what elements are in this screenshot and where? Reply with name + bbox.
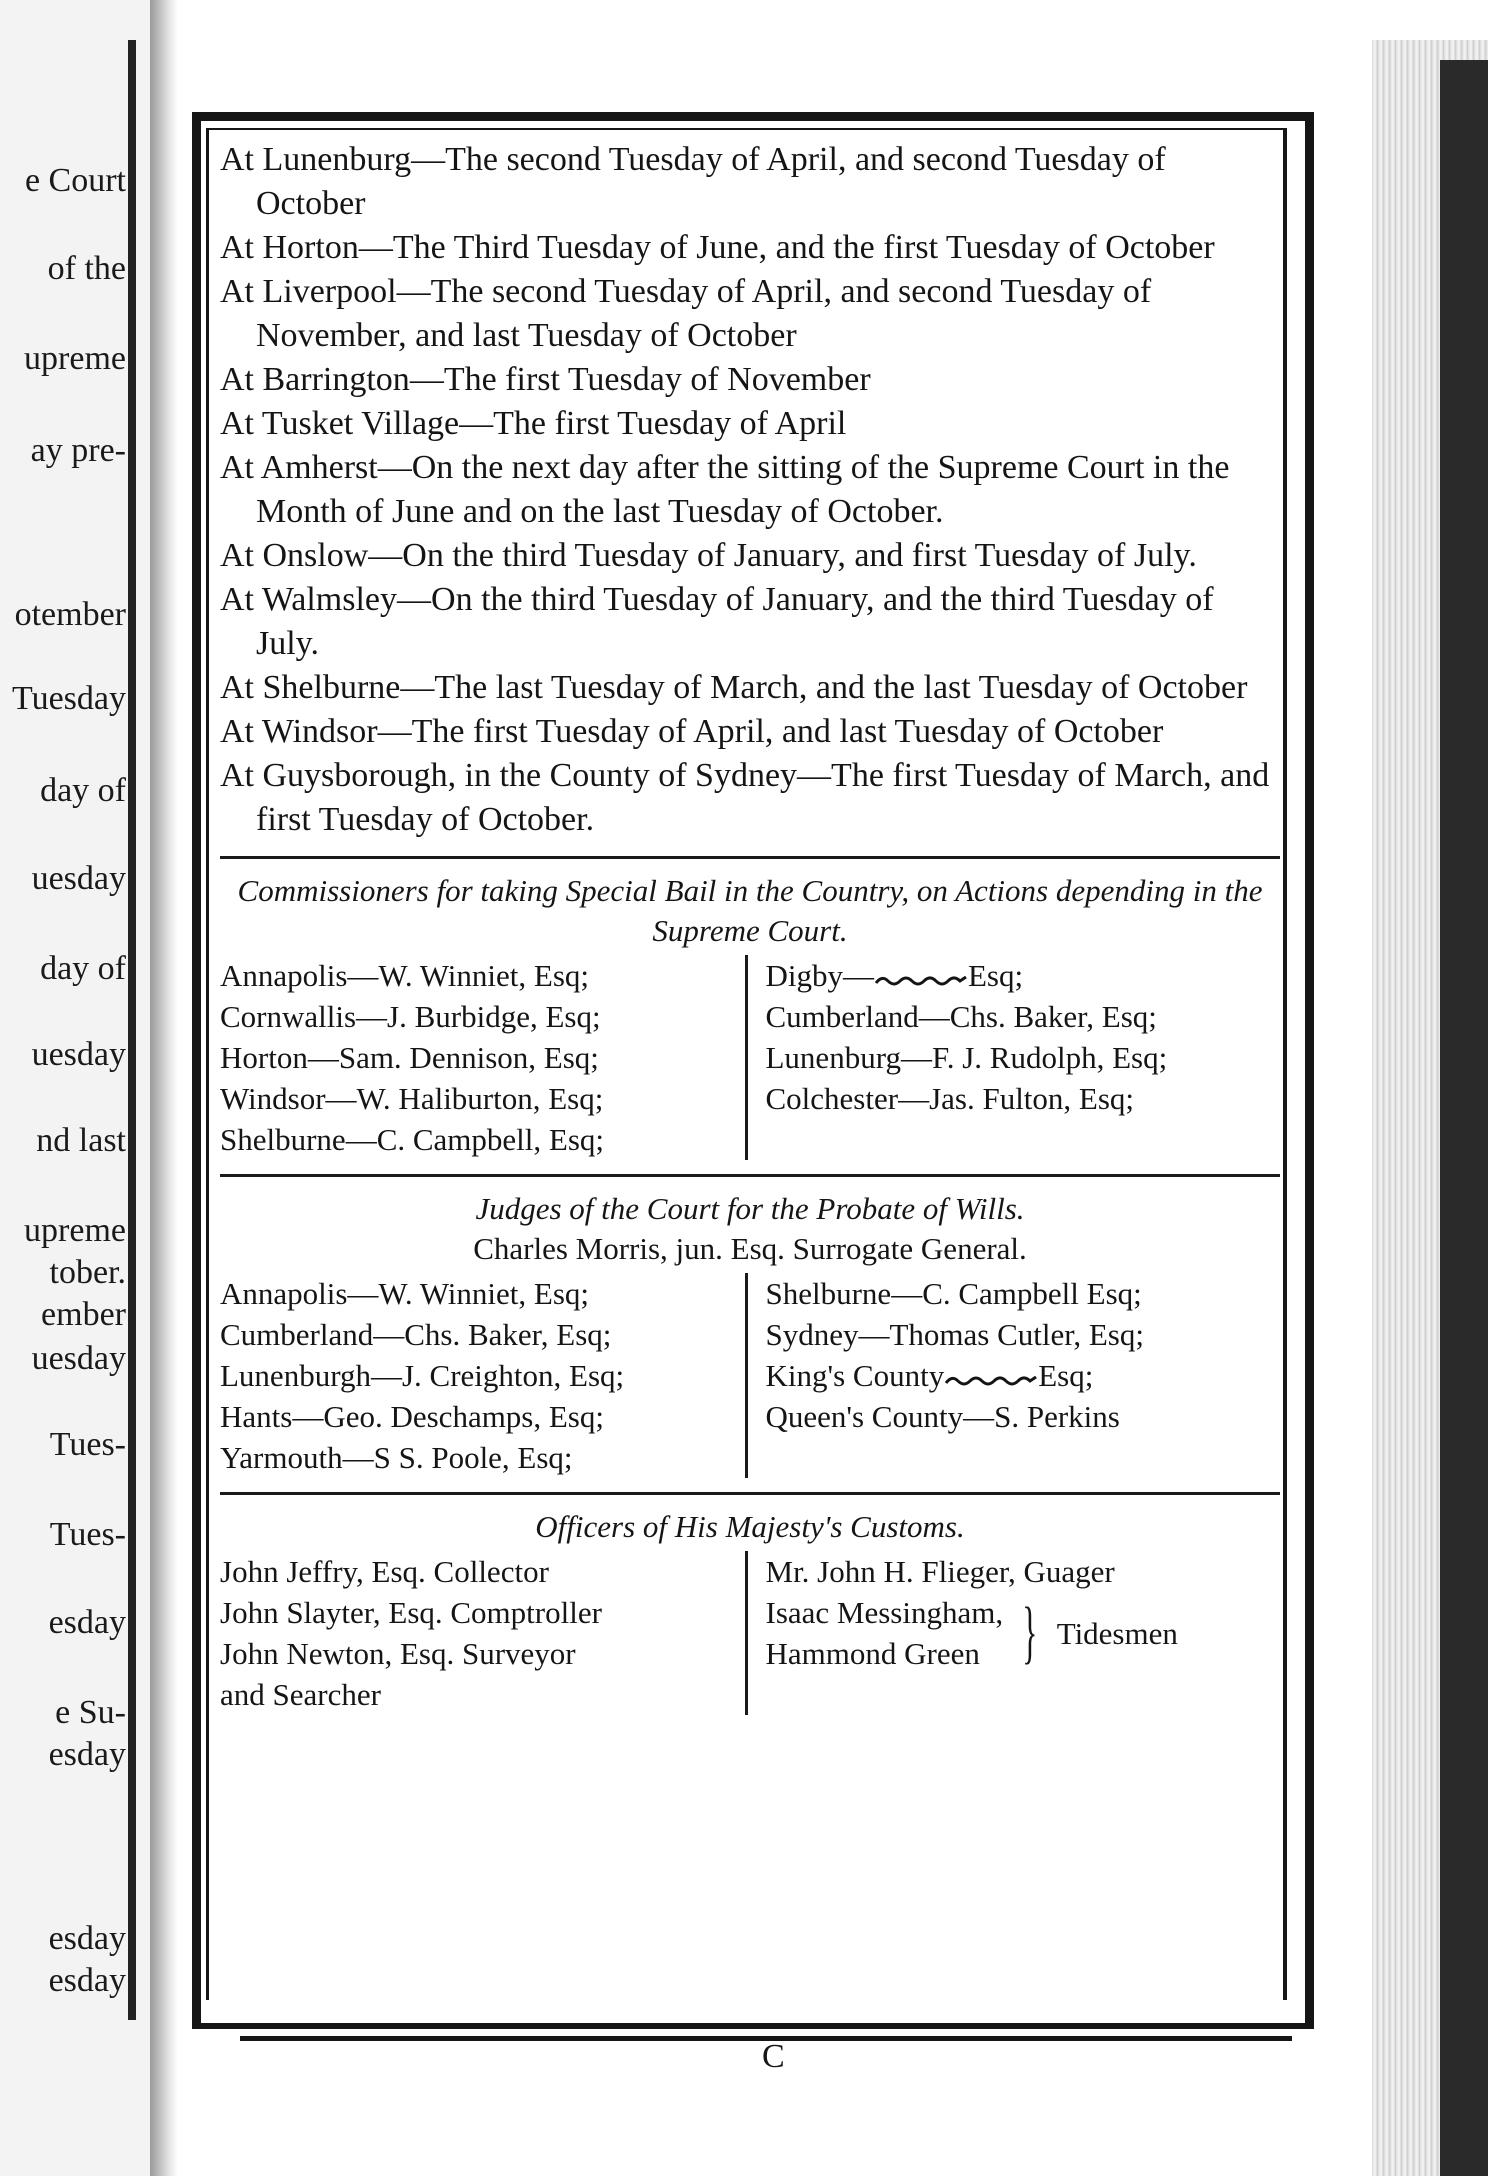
customs-guager: Mr. John H. Flieger, Guager: [765, 1554, 1115, 1589]
facing-page-text-fragment: upreme: [24, 1212, 126, 1249]
em-dash-separator: —: [377, 713, 412, 750]
court-sitting-entry: [220, 270, 1280, 358]
tidesman-name: Isaac Messingham,: [765, 1595, 1004, 1630]
entry-text: Queen's County—S. Perkins: [765, 1399, 1120, 1434]
em-dash-separator: —: [400, 669, 435, 706]
probate-judge-entry: [766, 1273, 1281, 1314]
sitting-place: At Guysborough, in the County of Sydney: [220, 757, 798, 794]
customs-officer-entry: and Searcher: [220, 1677, 381, 1712]
probate-judge-entry: [766, 1314, 1281, 1355]
facing-page-text-fragment: e Court: [24, 162, 126, 199]
facing-page-text-fragment: nd last: [36, 1122, 126, 1159]
sitting-place: At Lunenburg: [220, 141, 412, 178]
em-dash-separator: —: [797, 757, 832, 794]
probate-judge-entry: Annapolis—W. Winniet, Esq;: [220, 1276, 590, 1311]
facing-page-rule: [128, 40, 136, 2020]
commissioner-entry: [766, 1078, 1281, 1119]
court-sitting-entry: [220, 710, 1280, 754]
sitting-place: At Walmsley: [220, 581, 398, 618]
facing-page-text-fragment: tober.: [49, 1254, 126, 1291]
em-dash-separator: —: [397, 581, 432, 618]
entry-suffix: Esq;: [1038, 1358, 1094, 1393]
court-sitting-entry: [220, 138, 1280, 226]
page-edge-shadow: [1440, 60, 1488, 2176]
court-sitting-entry: [220, 226, 1280, 270]
commissioners-left-column: [220, 955, 748, 1160]
em-dash-separator: —: [411, 141, 446, 178]
facing-page-text-fragment: ember: [41, 1296, 126, 1333]
sitting-place: At Tusket Village: [220, 405, 460, 442]
commissioner-entry: Windsor—W. Haliburton, Esq;: [220, 1081, 604, 1116]
book-gutter: [150, 0, 178, 2176]
entry-text: Sydney—Thomas Cutler, Esq;: [765, 1317, 1144, 1352]
facing-page-text-fragment: Tuesday: [12, 680, 126, 717]
entry-text: Shelburne—C. Campbell Esq;: [765, 1276, 1142, 1311]
page-content: [220, 138, 1280, 2000]
facing-page-text-fragment: esday: [48, 1920, 126, 1957]
commissioner-entry: Annapolis—W. Winniet, Esq;: [220, 958, 590, 993]
entry-text: Cumberland—Chs. Baker, Esq;: [765, 999, 1157, 1034]
facing-page-text-fragment: upreme: [24, 340, 126, 377]
commissioners-right-column: [748, 955, 1281, 1160]
entry-text: King's County: [765, 1358, 945, 1393]
court-sitting-entry: [220, 534, 1280, 578]
signature-mark: C: [762, 2038, 785, 2075]
em-dash-separator: —: [459, 405, 494, 442]
sitting-place: At Amherst: [220, 449, 378, 486]
sitting-place: At Shelburne: [220, 669, 401, 706]
customs-right-column: [748, 1551, 1281, 1715]
probate-judge-entry: Cumberland—Chs. Baker, Esq;: [220, 1317, 612, 1352]
sitting-place: At Barrington: [220, 361, 410, 398]
probate-judge-entry: [766, 1396, 1281, 1437]
sitting-dates: The second Tuesday of April, and second Tuesday of November, and last Tuesday of October: [256, 273, 1152, 354]
em-dash-separator: —: [396, 273, 431, 310]
sitting-place: At Onslow: [220, 537, 369, 574]
em-dash-separator: —: [409, 361, 444, 398]
commissioner-entry: Shelburne—C. Campbell, Esq;: [220, 1122, 605, 1157]
customs-heading: Officers of His Majesty's Customs.: [535, 1509, 965, 1544]
section-divider: [220, 1492, 1280, 1495]
facing-page-text-fragment: Tues-: [49, 1426, 126, 1463]
em-dash-separator: —: [358, 229, 393, 266]
customs-officer-entry: John Slayter, Esq. Comptroller: [220, 1595, 602, 1630]
customs-officer-entry: John Newton, Esq. Surveyor: [220, 1636, 576, 1671]
facing-page-text-fragment: esday: [48, 1604, 126, 1641]
commissioners-section: [220, 871, 1280, 1160]
facing-page-text-fragment: Tues-: [49, 1516, 126, 1553]
sitting-dates: On the third Tuesday of January, and first Tuesday of July.: [402, 537, 1197, 574]
tidesman-name: Hammond Green: [765, 1636, 980, 1671]
probate-right-column: [748, 1273, 1281, 1478]
probate-heading: Judges of the Court for the Probate of Wills.: [475, 1191, 1025, 1226]
probate-judge-entry: Lunenburgh—J. Creighton, Esq;: [220, 1358, 625, 1393]
facing-page-text-fragment: uesday: [31, 860, 126, 897]
court-sitting-entry: [220, 446, 1280, 534]
probate-judge-entry: Hants—Geo. Deschamps, Esq;: [220, 1399, 604, 1434]
entry-text: Lunenburg—F. J. Rudolph, Esq;: [765, 1040, 1168, 1075]
court-sitting-entry: [220, 358, 1280, 402]
sitting-dates: The second Tuesday of April, and second Tuesday of October: [256, 141, 1166, 222]
probate-left-column: [220, 1273, 748, 1478]
probate-section: [220, 1189, 1280, 1478]
facing-page-text-fragment: esday: [48, 1962, 126, 1999]
court-sitting-entry: [220, 402, 1280, 446]
facing-page-text-fragment: day of: [40, 772, 126, 809]
blank-squiggle-icon: [944, 1369, 1038, 1389]
facing-page-text-fragment: day of: [40, 950, 126, 987]
facing-page-text-fragment: uesday: [31, 1340, 126, 1377]
blank-squiggle-icon: [874, 969, 968, 989]
commissioner-entry: Cornwallis—J. Burbidge, Esq;: [220, 999, 601, 1034]
commissioners-heading: Commissioners for taking Special Bail in the Country, on Actions depending in the Supreme Court.: [237, 873, 1263, 948]
court-sittings-list: [220, 138, 1280, 842]
commissioner-entry: Horton—Sam. Dennison, Esq;: [220, 1040, 599, 1075]
court-sitting-entry: [220, 578, 1280, 666]
sitting-dates: The last Tuesday of March, and the last Tuesday of October: [434, 669, 1248, 706]
facing-page-text-fragment: esday: [48, 1736, 126, 1773]
facing-page-text-fragment: otember: [14, 596, 126, 633]
commissioner-entry: [766, 1037, 1281, 1078]
section-divider: [220, 1174, 1280, 1177]
probate-subheading: Charles Morris, jun. Esq. Surrogate General.: [473, 1231, 1027, 1266]
facing-page-text-fragment: uesday: [31, 1036, 126, 1073]
court-sitting-entry: [220, 666, 1280, 710]
sitting-dates: The Third Tuesday of June, and the first Tuesday of October: [392, 229, 1215, 266]
tidesmen-group: [766, 1592, 1281, 1674]
commissioner-entry: [766, 996, 1281, 1037]
commissioner-entry: [766, 955, 1281, 996]
brace-glyph: }: [1022, 1594, 1038, 1671]
tidesmen-label: Tidesmen: [1056, 1615, 1178, 1651]
sitting-place: At Horton: [220, 229, 359, 266]
entry-text: Colchester—Jas. Fulton, Esq;: [765, 1081, 1135, 1116]
tidesmen-names: [766, 1592, 1004, 1674]
entry-suffix: Esq;: [968, 958, 1024, 993]
sitting-dates: On the next day after the sitting of the Supreme Court in the Month of June and on the last Tuesday of October.: [256, 449, 1230, 530]
entry-text: Digby—: [765, 958, 874, 993]
facing-page-text-fragment: ay pre-: [30, 432, 126, 469]
court-sitting-entry: [220, 754, 1280, 842]
probate-judge-entry: Yarmouth—S S. Poole, Esq;: [220, 1440, 573, 1475]
sitting-dates: On the third Tuesday of January, and the third Tuesday of July.: [256, 581, 1214, 662]
sitting-place: At Liverpool: [220, 273, 397, 310]
sitting-dates: The first Tuesday of November: [443, 361, 871, 398]
em-dash-separator: —: [368, 537, 403, 574]
sitting-dates: The first Tuesday of April, and last Tuesday of October: [411, 713, 1164, 750]
customs-section: [220, 1507, 1280, 1715]
facing-page-text-fragment: e Su-: [55, 1694, 126, 1731]
sitting-dates: The first Tuesday of April: [493, 405, 847, 442]
customs-left-column: [220, 1551, 748, 1715]
customs-officer-entry: John Jeffry, Esq. Collector: [220, 1554, 549, 1589]
sitting-dates: The first Tuesday of March, and first Tuesday of October.: [256, 757, 1270, 838]
probate-judge-entry: [766, 1355, 1281, 1396]
em-dash-separator: —: [377, 449, 412, 486]
section-divider: [220, 856, 1280, 859]
sitting-place: At Windsor: [220, 713, 378, 750]
facing-page-text-fragment: of the: [47, 250, 126, 287]
